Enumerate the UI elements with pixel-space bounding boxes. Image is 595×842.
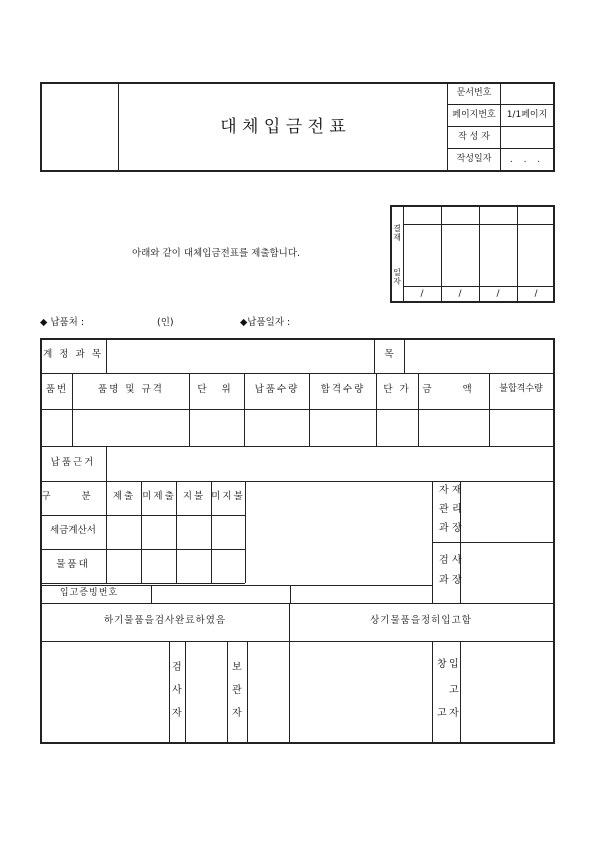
approval-date-slash: / [496, 289, 500, 299]
col-header-item-no: 품번 [45, 384, 69, 395]
account-label: 계 정 과 목 [43, 349, 103, 360]
date-value: . . . [509, 155, 545, 165]
col-line [106, 339, 107, 373]
row-line [41, 603, 554, 604]
keeper-char: 관 [232, 685, 242, 696]
receiver-char: 고 [449, 685, 459, 696]
approval-label: 결재 [393, 224, 401, 242]
row-line [41, 409, 554, 410]
receiver-char: 자 [449, 708, 459, 719]
approval-col-line-3 [517, 206, 518, 302]
approval-box [390, 205, 555, 303]
approval-date-slash: / [458, 289, 462, 299]
approval-date-slash: / [420, 289, 424, 299]
col-line [185, 641, 186, 743]
col-line [106, 481, 107, 583]
date-label: 작성일자 [456, 154, 492, 164]
row-line [41, 583, 245, 584]
row-line [41, 641, 554, 642]
category-label: 구 분 [41, 491, 105, 502]
col-line [309, 373, 310, 446]
col-header-amount: 금 액 [422, 384, 486, 395]
inspector-char: 사 [172, 685, 182, 696]
col-line [169, 641, 170, 743]
row-line [432, 542, 554, 543]
self-manager-char: 관 [439, 504, 449, 515]
status-header-paid: 지불 [182, 491, 206, 502]
inspection-manager-char: 검 [439, 555, 449, 566]
storage-statement: 상기물품을정히입고함 [370, 615, 472, 626]
col-header-delivered-qty: 납품수량 [254, 384, 300, 395]
self-manager-char: 자 [439, 485, 449, 496]
col-line [290, 585, 291, 603]
keeper-char: 보 [232, 662, 242, 673]
col-line [247, 641, 248, 743]
doc-number-label: 문서번호 [456, 88, 492, 98]
status-header-not-submitted: 미제출 [142, 491, 176, 502]
self-manager-char: 재 [452, 485, 462, 496]
col-line [418, 373, 419, 446]
self-manager-char: 과 [439, 523, 449, 534]
inspector-char: 검 [172, 662, 182, 673]
col-header-unit: 단 위 [197, 384, 237, 395]
inspection-manager-char: 과 [439, 575, 449, 586]
row-line [41, 515, 245, 516]
author-label: 작 성 자 [458, 132, 490, 142]
approval-col-line-2 [479, 206, 480, 302]
receiver-char: 고 [437, 708, 447, 719]
col-line [404, 339, 405, 373]
header-divider-info [447, 83, 448, 171]
receiver-char: 창 [437, 659, 447, 670]
status-header-unpaid: 미지불 [211, 491, 245, 502]
col-line [106, 446, 107, 481]
tax-invoice-label: 세금계산서 [50, 525, 96, 536]
status-header-submitted: 제출 [112, 491, 136, 502]
inspector-char: 자 [172, 708, 182, 719]
self-manager-char: 리 [452, 504, 462, 515]
page-title: 대 체 입 금 전 표 [220, 117, 346, 137]
self-manager-char: 장 [452, 523, 462, 534]
basis-label: 납품근거 [50, 457, 96, 468]
main-table [40, 338, 555, 744]
col-line [460, 641, 461, 743]
col-header-name-spec: 품명 및 규격 [98, 384, 164, 395]
item-label: 목 [384, 349, 394, 360]
row-line [41, 549, 245, 550]
supplier-label: ◆ 납품처 : [40, 317, 85, 328]
receipt-number-label: 입고증빙번호 [59, 588, 119, 598]
col-line [151, 585, 152, 603]
col-line [432, 641, 433, 743]
seal-mark: (인) [157, 317, 174, 328]
col-line [244, 373, 245, 446]
goods-payment-label: 물품대 [56, 559, 90, 570]
col-line [189, 373, 190, 446]
approval-row-line-1 [403, 224, 554, 225]
row-line [41, 446, 554, 447]
page-number-value: 1/1페이지 [506, 110, 548, 120]
page-number-label: 페이지번호 [452, 110, 496, 120]
header-divider-left [118, 83, 119, 171]
inspection-statement: 하기물품을검사완료하였음 [103, 615, 227, 626]
approval-row-line-2 [403, 286, 554, 287]
col-line [376, 373, 377, 446]
row-line [41, 585, 432, 586]
receiver-char: 입 [449, 659, 459, 670]
approval-col-line-0 [403, 206, 404, 302]
inspection-manager-char: 사 [452, 555, 462, 566]
header-row-line-2 [447, 126, 554, 127]
col-line [72, 373, 73, 446]
col-line [489, 373, 490, 446]
col-header-unit-price: 단 가 [383, 384, 411, 395]
inspection-manager-char: 장 [452, 575, 462, 586]
col-header-passed-qty: 합격수량 [320, 384, 366, 395]
row-line [41, 481, 554, 482]
col-header-failed-qty: 불합격수량 [499, 384, 543, 394]
row-line [41, 373, 554, 374]
approval-date-slash: / [534, 289, 538, 299]
delivery-date-label: ◆납품일자 : [240, 317, 291, 328]
col-line [289, 603, 290, 743]
header-row-line-3 [447, 148, 554, 149]
keeper-char: 자 [232, 708, 242, 719]
header-row-line-1 [447, 104, 554, 105]
notice-text: 아래와 같이 대체입금전표를 제출합니다. [131, 248, 301, 259]
col-line [227, 641, 228, 743]
header-divider-value [500, 83, 501, 171]
col-line [374, 339, 375, 373]
approval-col-line-1 [441, 206, 442, 302]
approval-date-label: 일자 [393, 268, 401, 286]
